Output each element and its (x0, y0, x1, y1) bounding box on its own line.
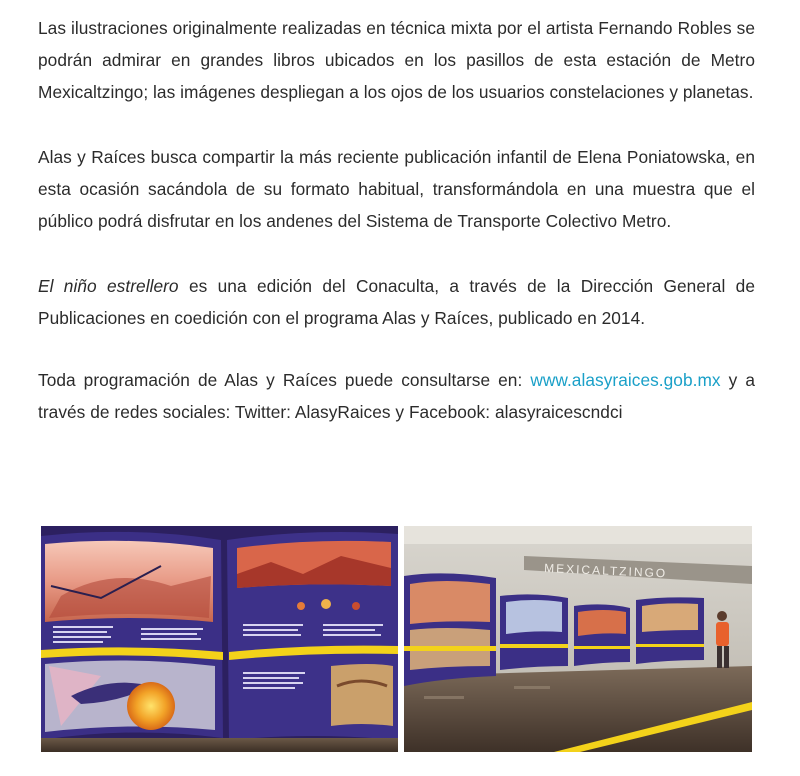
photo-station-corridor[interactable] (404, 526, 752, 752)
paragraph-contact (38, 364, 755, 428)
article-body (38, 12, 755, 461)
paragraph-edition (38, 270, 755, 334)
photo-book-panels-image (41, 526, 398, 752)
social-text: y a través de redes sociales: Twitter: AlasyRaices y Facebook: alasyraicescndci (38, 370, 755, 422)
paragraph-illustrations: Las ilustraciones originalmente realizadas en técnica mixta por el artista Fernando Robles se podrán admirar en grandes libros ubicados en los pasillos de esta estación de Metro Mexicaltzingo; las imágenes despliegan a los ojos de los usuarios constelaciones y planetas. (38, 18, 755, 102)
book-title: El niño estrellero (38, 276, 179, 296)
photo-gallery (41, 526, 752, 752)
station-sign: MEXICALTZINGO (543, 561, 668, 581)
website-link[interactable]: www.alasyraices.gob.mx (530, 370, 721, 390)
photo-station-corridor-image (404, 526, 752, 752)
photo-book-panels[interactable] (41, 526, 398, 752)
contact-text: Toda programación de Alas y Raíces puede consultarse en: (38, 370, 531, 390)
paragraph-edition-text: es una edición del Conaculta, a través de la Dirección General de Publicaciones en coedición con el programa Alas y Raíces, publicado en 2014. (38, 276, 756, 328)
paragraph-alas-y-raices: Alas y Raíces busca compartir la más reciente publicación infantil de Elena Poniatowska, en esta ocasión sacándola de su formato habitual, transformándola en una muestra que el público podrá disfrutar en los andenes del Sistema de Transporte Colectivo Metro. (38, 147, 755, 231)
